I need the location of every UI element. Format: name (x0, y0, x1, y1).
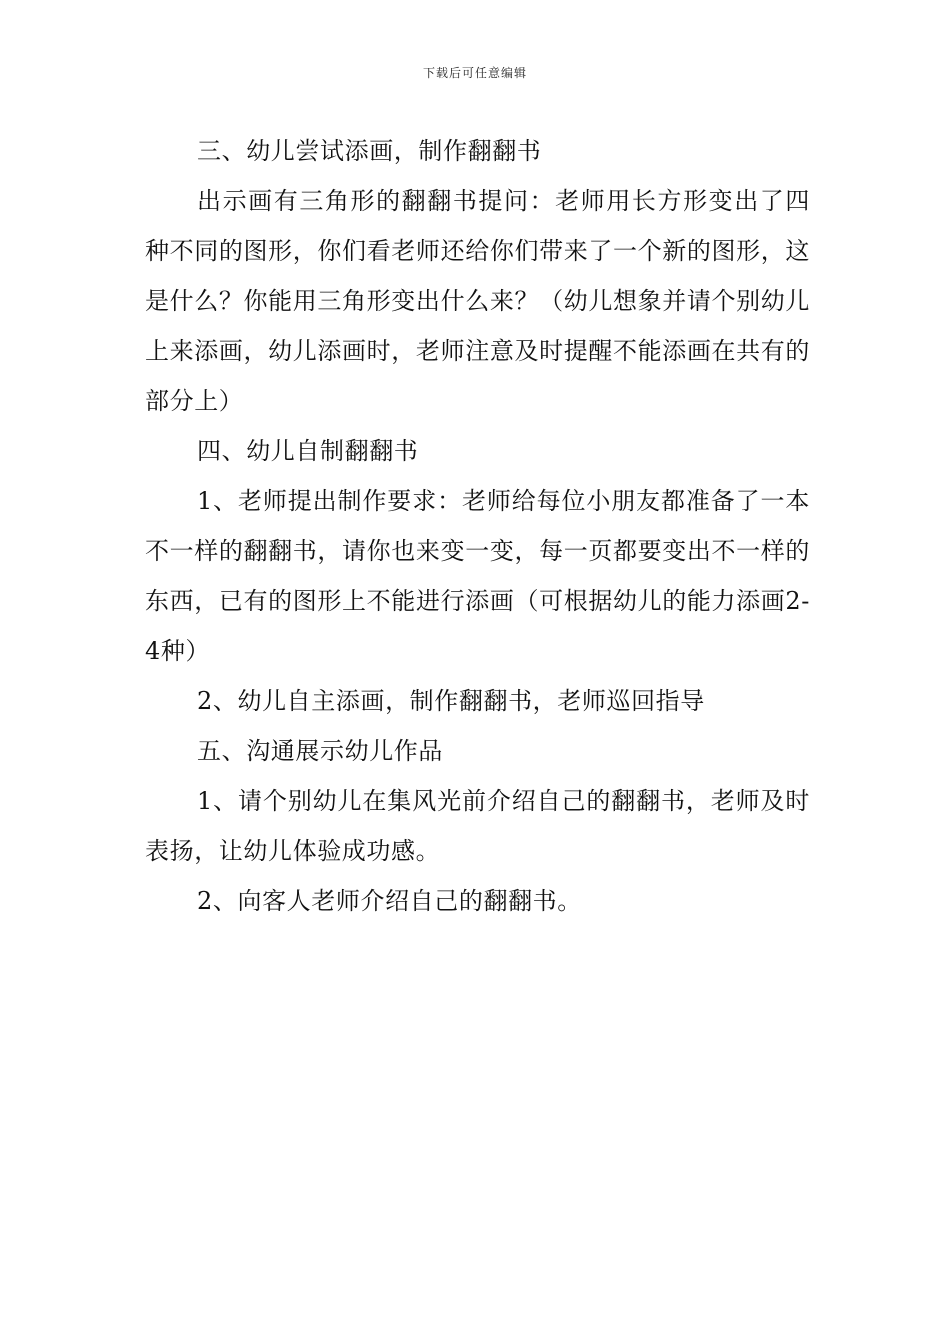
paragraph: 2、向客人老师介绍自己的翻翻书。 (197, 887, 582, 915)
paragraph: 1、请个别幼儿在集风光前介绍自己的翻翻书，老师及时表扬，让幼儿体验成功感。 (145, 787, 810, 865)
document-body (145, 126, 810, 926)
paragraph: 出示画有三角形的翻翻书提问：老师用长方形变出了四种不同的图形，你们看老师还给你们带来了一个新的图形，这是什么？你能用三角形变出什么来？（幼儿想象并请个别幼儿上来添画，幼儿添画时，老师注意及时提醒不能添画在共有的部分上） (145, 187, 810, 415)
section-heading-4: 四、幼儿自制翻翻书 (197, 437, 419, 465)
paragraph: 2、幼儿自主添画，制作翻翻书，老师巡回指导 (197, 687, 705, 715)
paragraph: 1、老师提出制作要求：老师给每位小朋友都准备了一本不一样的翻翻书，请你也来变一变，每一页都要变出不一样的东西，已有的图形上不能进行添画（可根据幼儿的能力添画2-4种） (145, 487, 810, 665)
section-heading-5: 五、沟通展示幼儿作品 (197, 737, 443, 765)
page-header: 下载后可任意编辑 (422, 66, 527, 80)
section-heading-3: 三、幼儿尝试添画，制作翻翻书 (197, 137, 542, 165)
